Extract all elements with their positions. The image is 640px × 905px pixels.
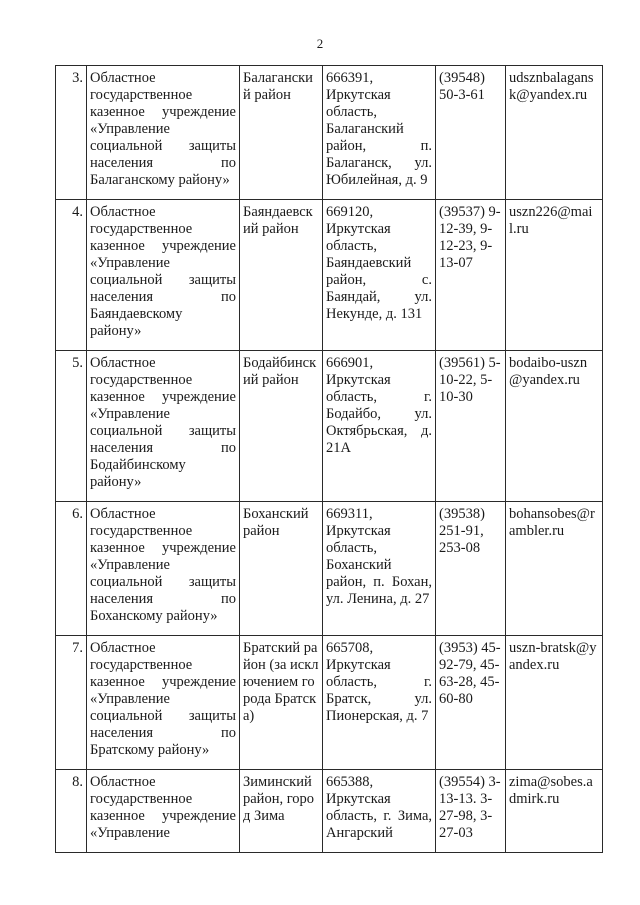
row-number: 3. [56, 66, 87, 200]
phone-numbers: (39537) 9-12-39, 9-12-23, 9-13-07 [436, 200, 506, 351]
institution-name: Областное государственное казенное учреждение «Управление социальной защиты населения по Балаганскому району» [87, 66, 240, 200]
service-area: Балаганский район [240, 66, 323, 200]
row-number: 7. [56, 636, 87, 770]
table-row [56, 200, 603, 351]
row-number: 8. [56, 770, 87, 853]
institution-name: Областное государственное казенное учреждение «Управление социальной защиты населения по Боханскому району» [87, 502, 240, 636]
email-address: bodaibo-uszn@yandex.ru [506, 351, 603, 502]
service-area: Бодайбинский район [240, 351, 323, 502]
email-address: uszn226@mail.ru [506, 200, 603, 351]
phone-numbers: (39561) 5-10-22, 5-10-30 [436, 351, 506, 502]
institution-name: Областное государственное казенное учреждение «Управление социальной защиты населения по Бодайбинскому району» [87, 351, 240, 502]
postal-address: 665388, Иркутская область, г. Зима, Ангарский [323, 770, 436, 853]
institution-name: Областное государственное казенное учреждение «Управление социальной защиты населения по Баяндаевскому району» [87, 200, 240, 351]
email-address: udsznbalagansk@yandex.ru [506, 66, 603, 200]
phone-numbers: (3953) 45-92-79, 45-63-28, 45-60-80 [436, 636, 506, 770]
email-address: uszn-bratsk@yandex.ru [506, 636, 603, 770]
postal-address: 665708, Иркутская область, г. Братск, ул. Пионерская, д. 7 [323, 636, 436, 770]
table-row [56, 636, 603, 770]
phone-numbers: (39548) 50-3-61 [436, 66, 506, 200]
phone-numbers: (39538) 251-91, 253-08 [436, 502, 506, 636]
institutions-table [55, 65, 603, 853]
row-number: 6. [56, 502, 87, 636]
service-area: Боханский район [240, 502, 323, 636]
row-number: 5. [56, 351, 87, 502]
postal-address: 669311, Иркутская область, Боханский район, п. Бохан, ул. Ленина, д. 27 [323, 502, 436, 636]
service-area: Братский район (за исключением города Братска) [240, 636, 323, 770]
phone-numbers: (39554) 3-13-13. 3-27-98, 3-27-03 [436, 770, 506, 853]
institution-name: Областное государственное казенное учреждение «Управление социальной защиты населения по Братскому району» [87, 636, 240, 770]
table-row [56, 502, 603, 636]
page-number: 2 [316, 36, 324, 51]
service-area: Баяндаевский район [240, 200, 323, 351]
row-number: 4. [56, 200, 87, 351]
service-area: Зиминский район, город Зима [240, 770, 323, 853]
postal-address: 666391, Иркутская область, Балаганский район, п. Балаганск, ул. Юбилейная, д. 9 [323, 66, 436, 200]
email-address: zima@sobes.admirk.ru [506, 770, 603, 853]
email-address: bohansobes@rambler.ru [506, 502, 603, 636]
postal-address: 666901, Иркутская область, г. Бодайбо, ул. Октябрьская, д. 21А [323, 351, 436, 502]
table-row [56, 66, 603, 200]
postal-address: 669120, Иркутская область, Баяндаевский район, с. Баяндай, ул. Некунде, д. 131 [323, 200, 436, 351]
institution-name: Областное государственное казенное учреждение «Управление [87, 770, 240, 853]
table-row [56, 351, 603, 502]
table-row [56, 770, 603, 853]
